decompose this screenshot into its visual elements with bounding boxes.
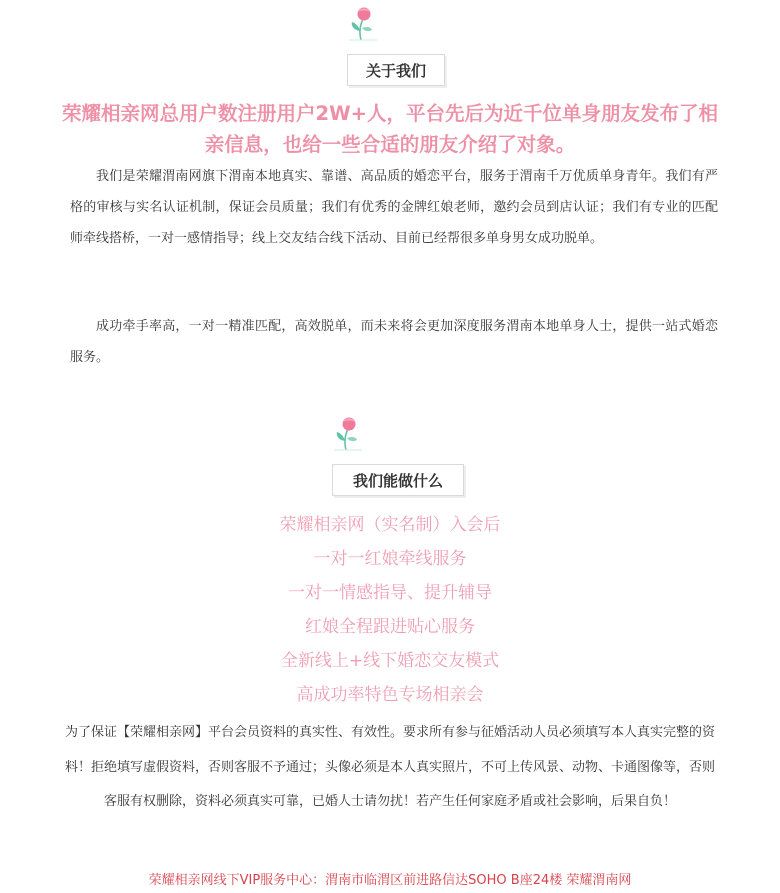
service-item: 高成功率特色专场相亲会 <box>296 685 484 705</box>
section-title-services: 我们能做什么 <box>332 464 464 496</box>
service-item: 一对一情感指导、提升辅导 <box>288 583 492 603</box>
flower-icon <box>332 414 364 452</box>
services-list <box>0 508 780 712</box>
about-paragraph-1: 我们是荣耀渭南网旗下渭南本地真实、靠谱、高品质的婚恋平台，服务于渭南千万优质单身青年。我们有严格的审核与实名认证机制，保证会员质量；我们有优秀的金牌红娘老师，邀约会员到店认证；我们有专业的匹配师牵线搭桥，一对一感情指导；线上交友结合线下活动、目前已经帮很多单身男女成功脱单。 <box>70 169 718 246</box>
service-item: 荣耀相亲网（实名制）入会后 <box>279 515 501 535</box>
service-item: 全新线上+线下婚恋交友模式 <box>280 651 500 671</box>
notice-paragraph: 为了保证【荣耀相亲网】平台会员资料的真实性、有效性。要求所有参与征婚活动人员必须填写本人真实完整的资料！拒绝填写虚假资料，否则客服不予通过；头像必须是本人真实照片，不可上传风景、动物、卡通图像等，否则客服有权删除，资料必须真实可靠，已婚人士请勿扰！若产生任何家庭矛盾或社会影响，后果自负！ <box>64 725 715 809</box>
about-headline: 荣耀相亲网总用户数注册用户2W+人，平台先后为近千位单身朋友发布了相亲信息，也给一些合适的朋友介绍了对象。 <box>62 102 718 156</box>
section-title-about: 关于我们 <box>347 54 445 86</box>
flower-icon <box>347 4 379 42</box>
service-item: 红娘全程跟进贴心服务 <box>305 617 475 637</box>
footer-address: 荣耀相亲网线下VIP服务中心：渭南市临渭区前进路信达SOHO B座24楼 荣耀渭南网 <box>148 873 632 888</box>
service-item: 一对一红娘牵线服务 <box>313 549 467 569</box>
about-paragraph-2: 成功牵手率高，一对一精准匹配，高效脱单，而未来将会更加深度服务渭南本地单身人士，提供一站式婚恋服务。 <box>70 319 718 365</box>
